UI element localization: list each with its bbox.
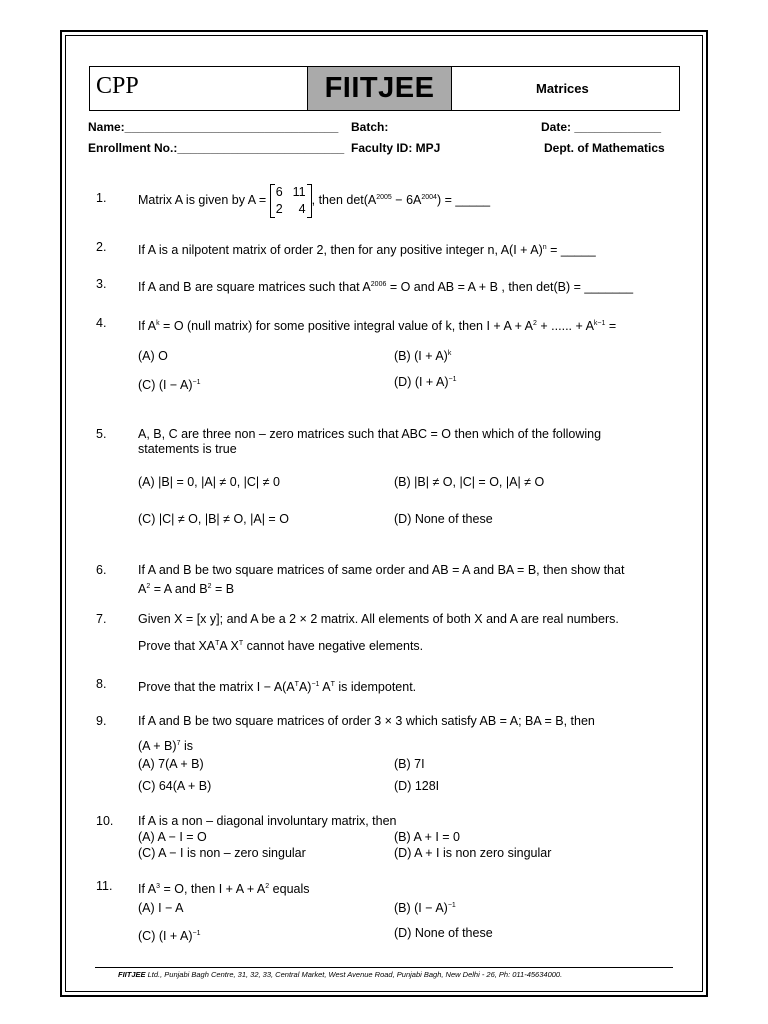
footer-text: Ltd., Punjabi Bagh Centre, 31, 32, 33, Central Market, West Avenue Road, Punjabi Bagh, New Delhi - 26, Ph: 011-45634000.	[145, 970, 563, 979]
question-11-text	[138, 879, 310, 897]
q4-t2: = O (null matrix) for some positive integral value of k, then I + A + A	[159, 319, 534, 333]
name-field: Name:________________________________	[88, 120, 339, 134]
q4-option-d	[394, 375, 457, 389]
q6-line-2	[138, 579, 234, 597]
q4-d-exp: −1	[448, 376, 457, 383]
q2-exp: n	[542, 244, 547, 251]
q8-t2: A)	[298, 680, 312, 694]
question-number: 3.	[96, 277, 107, 291]
question-2-text	[138, 240, 596, 258]
question-number: 4.	[96, 316, 107, 330]
footer-rule	[95, 967, 673, 968]
q1-post: , then det(A	[311, 193, 377, 207]
q5-line-2: statements is true	[138, 442, 237, 456]
footer	[118, 970, 562, 979]
q9-a: (A + B)	[138, 739, 177, 753]
q1-end: ) = _____	[436, 193, 491, 207]
q1-pre: Matrix A is given by A =	[138, 193, 267, 207]
q9-option-d: (D) 128I	[394, 779, 440, 793]
q5-option-a: (A) |B| = 0, |A| ≠ 0, |C| ≠ 0	[138, 475, 280, 489]
q7-exp-1: T	[215, 640, 220, 647]
q9-line-1: If A and B be two square matrices of order 3 × 3 which satisfy AB = A; BA = B, then	[138, 714, 595, 728]
question-1-text	[138, 180, 490, 218]
q5-option-d: (D) None of these	[394, 512, 493, 526]
q1-mid: − 6A	[391, 193, 422, 207]
question-number: 1.	[96, 191, 107, 205]
q11-option-b	[394, 901, 456, 915]
q9-b: is	[180, 739, 193, 753]
matrix-cell: 2	[275, 201, 283, 216]
matrix-cell: 6	[275, 184, 283, 199]
question-4-text	[138, 316, 616, 334]
q4-c-text: (C) (I − A)	[138, 378, 193, 392]
q11-t3: equals	[269, 882, 310, 896]
q4-t3: + ...... + A	[536, 319, 594, 333]
question-3-text	[138, 277, 633, 295]
matrix-cell: 11	[292, 184, 306, 199]
q7-exp-2: T	[238, 640, 244, 647]
q8-t3: A	[319, 680, 331, 694]
q8-exp-1: T	[294, 681, 299, 688]
q4-t1: If A	[138, 319, 157, 333]
q11-exp-2: 2	[265, 883, 270, 890]
q5-line-1: A, B, C are three non – zero matrices such that ABC = O then which of the following	[138, 427, 602, 441]
q2-end: = _____	[546, 243, 596, 257]
q6-exp-2: 2	[207, 583, 212, 590]
q11-t2: = O, then I + A + A	[159, 882, 266, 896]
q4-c-exp: −1	[192, 379, 201, 386]
q6-line-1: If A and B be two square matrices of same order and AB = A and BA = B, then show that	[138, 563, 625, 577]
q7-b: A X	[219, 639, 239, 653]
header-cpp: CPP	[96, 73, 139, 99]
q6-c: = B	[211, 582, 235, 596]
q11-option-c	[138, 926, 201, 944]
matrix-a	[270, 184, 312, 218]
q4-b-exp: k	[447, 350, 452, 357]
q9-line-2	[138, 736, 193, 754]
q4-t4: =	[605, 319, 617, 333]
q7-a: Prove that XA	[138, 639, 216, 653]
q2-pre: If A is a nilpotent matrix of order 2, then for any positive integer n, A(I + A)	[138, 243, 543, 257]
q4-exp-1: k	[156, 320, 160, 327]
q11-t1: If A	[138, 882, 157, 896]
header-topic: Matrices	[536, 81, 589, 96]
q5-option-b: (B) |B| ≠ O, |C| = O, |A| ≠ O	[394, 475, 545, 489]
question-number: 8.	[96, 677, 107, 691]
question-number: 2.	[96, 240, 107, 254]
q9-option-b: (B) 7I	[394, 757, 425, 771]
q9-option-c: (C) 64(A + B)	[138, 779, 212, 793]
q6-a: A	[138, 582, 147, 596]
q1-exp-1: 2005	[376, 194, 392, 201]
q4-b-text: (B) (I + A)	[394, 349, 448, 363]
q11-option-d: (D) None of these	[394, 926, 493, 940]
q3-end: = O and AB = A + B , then det(B) = _______	[386, 280, 634, 294]
question-number: 10.	[96, 814, 114, 828]
q4-exp-3: k−1	[593, 320, 606, 327]
q5-option-c: (C) |C| ≠ O, |B| ≠ O, |A| = O	[138, 512, 289, 526]
q11-b-exp: −1	[447, 902, 456, 909]
q10-line-1: If A is a non – diagonal involuntary matrix, then	[138, 814, 397, 828]
question-8-text	[138, 677, 416, 695]
q1-exp-2: 2004	[421, 194, 437, 201]
q11-option-a: (A) I − A	[138, 901, 184, 915]
q7-c: cannot have negative elements.	[243, 639, 424, 653]
q4-option-b	[394, 349, 451, 363]
q3-exp: 2006	[370, 281, 387, 288]
q10-option-d: (D) A + I is non zero singular	[394, 846, 552, 860]
q4-exp-2: 2	[533, 320, 537, 327]
question-number: 9.	[96, 714, 107, 728]
q8-t1: Prove that the matrix I − A(A	[138, 680, 295, 694]
q11-b-text: (B) (I − A)	[394, 901, 448, 915]
q7-line-2	[138, 636, 423, 654]
q8-t4: is idempotent.	[334, 680, 417, 694]
q4-option-a: (A) O	[138, 349, 168, 363]
footer-brand: FIITJEE	[118, 970, 146, 979]
q10-option-a: (A) A − I = O	[138, 830, 207, 844]
q9-exp: 7	[176, 740, 181, 747]
q8-exp-3: T	[330, 681, 335, 688]
q4-d-text: (D) (I + A)	[394, 375, 449, 389]
question-number: 11.	[96, 879, 113, 893]
batch-field: Batch:	[351, 120, 389, 134]
q6-b: = A and B	[150, 582, 208, 596]
q11-c-text: (C) (I + A)	[138, 929, 193, 943]
q4-option-c	[138, 375, 201, 393]
question-number: 7.	[96, 612, 107, 626]
q7-line-1: Given X = [x y]; and A be a 2 × 2 matrix. All elements of both X and A are real numbers.	[138, 612, 619, 626]
faculty-id: Faculty ID: MPJ	[351, 141, 441, 155]
date-field: Date: _____________	[541, 120, 662, 134]
q11-c-exp: −1	[192, 930, 201, 937]
q6-exp-1: 2	[146, 583, 151, 590]
department: Dept. of Mathematics	[544, 141, 665, 155]
fiitjee-logo: FIITJEE	[307, 67, 452, 110]
q10-option-c: (C) A − I is non – zero singular	[138, 846, 306, 860]
question-number: 5.	[96, 427, 107, 441]
q10-option-b: (B) A + I = 0	[394, 830, 461, 844]
enrollment-field: Enrollment No.:_________________________	[88, 141, 345, 155]
q3-pre: If A and B are square matrices such that A	[138, 280, 371, 294]
q8-exp-2: −1	[311, 681, 320, 688]
q9-option-a: (A) 7(A + B)	[138, 757, 204, 771]
q11-exp-1: 3	[156, 883, 160, 890]
question-number: 6.	[96, 563, 107, 577]
matrix-cell: 4	[298, 201, 306, 216]
